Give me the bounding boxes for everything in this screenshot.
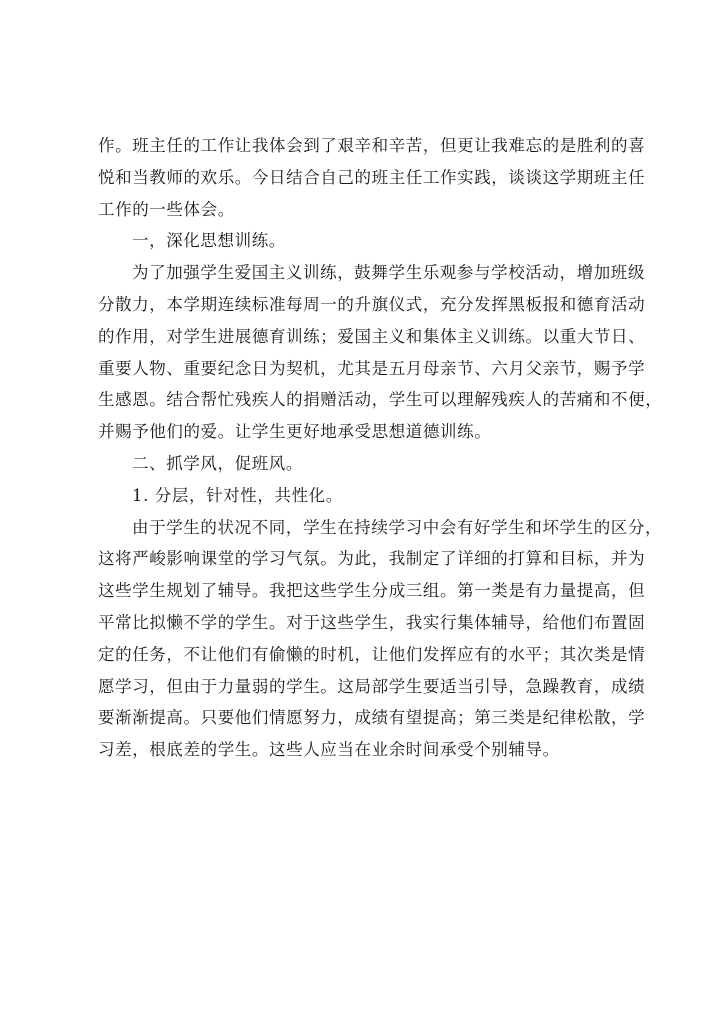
text-line: 分散力，本学期连续标准每周一的升旗仪式，充分发挥黑板报和德育活动	[98, 294, 646, 314]
document-body	[98, 130, 663, 766]
text-line: 由于学生的状况不同，学生在持续学习中会有好学生和坏学生的区分，	[132, 517, 663, 537]
text-line: 愿学习，但由于力量弱的学生。这局部学生要适当引导，急躁教育，成绩	[98, 676, 646, 696]
text-line: 作。班主任的工作让我体会到了艰辛和辛苦，但更让我难忘的是胜利的喜	[98, 136, 646, 155]
text-line: 平常比拟懒不学的学生。对于这些学生，我实行集体辅导，给他们布置固	[98, 612, 646, 632]
text-line: 这些学生规划了辅导。我把这些学生分成三组。第一类是有力量提高，但	[98, 581, 646, 601]
subsection-heading: 1. 分层，针对性，共性化。	[132, 485, 343, 505]
text-line: 习差，根底差的学生。这些人应当在业余时间承受个别辅导。	[98, 740, 560, 760]
section-heading: 一，深化思想训练。	[132, 231, 286, 251]
text-line: 工作的一些体会。	[98, 199, 235, 219]
text-line: 定的任务，不让他们有偷懒的时机，让他们发挥应有的水平；其次类是情	[98, 644, 646, 664]
text-line: 并赐予他们的爱。让学生更好地承受思想道德训练。	[98, 422, 492, 442]
text-line: 这将严峻影响课堂的学习气氛。为此，我制定了详细的打算和目标，并为	[98, 549, 646, 569]
text-line: 生感恩。结合帮忙残疾人的捐赠活动，学生可以理解残疾人的苦痛和不便，	[98, 390, 663, 410]
text-line: 悦和当教师的欢乐。今日结合自己的班主任工作实践，谈谈这学期班主任	[98, 167, 646, 187]
text-line: 为了加强学生爱国主义训练，鼓舞学生乐观参与学校活动，增加班级	[132, 263, 645, 283]
text-line: 要渐渐提高。只要他们情愿努力，成绩有望提高；第三类是纪律松散，学	[98, 708, 646, 728]
text-line: 重要人物、重要纪念日为契机，尤其是五月母亲节、六月父亲节，赐予学	[98, 358, 646, 378]
section-heading: 二、抓学风，促班风。	[132, 453, 303, 473]
text-line: 的作用，对学生进展德育训练；爱国主义和集体主义训练。以重大节日、	[98, 326, 646, 346]
